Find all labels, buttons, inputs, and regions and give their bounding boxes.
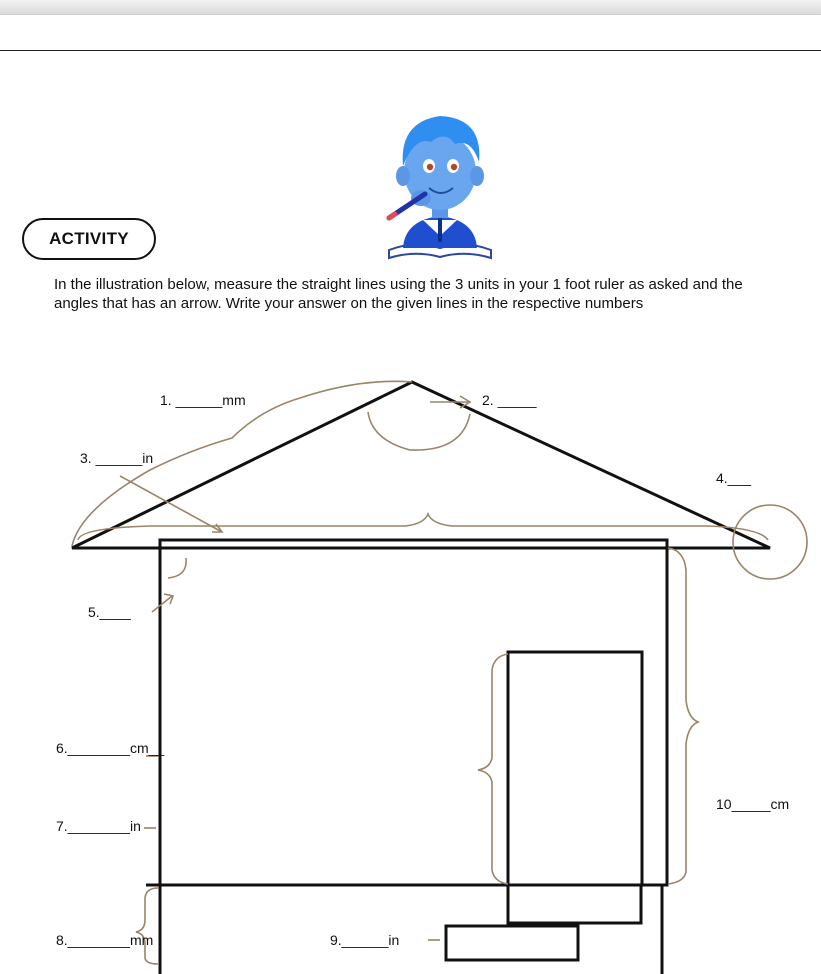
question-3[interactable]: 3. ______in — [80, 450, 154, 466]
instructions-text: In the illustration below, measure the straight lines using the 3 units in your 1 foot ruler as asked and the angles that has an arrow. Write your answer on the given lines in the respective numbers — [54, 276, 743, 312]
brace-roof-base — [78, 514, 768, 540]
step-upper — [508, 885, 641, 923]
house-worksheet — [0, 360, 821, 974]
apex-angle-arc — [368, 412, 470, 450]
question-2[interactable]: 2. _____ — [482, 392, 537, 408]
header-rule — [0, 50, 821, 51]
question-8[interactable]: 8.________mm — [56, 932, 154, 948]
corner-angle-circle — [733, 505, 807, 579]
house-body — [160, 540, 667, 885]
question-1[interactable]: 1. ______mm — [160, 392, 246, 408]
question-7[interactable]: 7.________in — [56, 818, 141, 834]
activity-badge: ACTIVITY — [22, 218, 156, 260]
question-6[interactable]: 6.________cm__ — [56, 740, 165, 756]
top-bar — [0, 0, 821, 15]
brace-door — [478, 654, 508, 884]
brace-stilt — [136, 888, 158, 964]
question-9[interactable]: 9.______in — [330, 932, 400, 948]
door — [508, 652, 642, 885]
question-4[interactable]: 4.___ — [716, 470, 752, 486]
question-10[interactable]: 10_____cm — [716, 796, 790, 812]
boy-illustration — [385, 108, 495, 260]
step-lower — [446, 926, 578, 960]
question-5[interactable]: 5.____ — [88, 604, 131, 620]
brace-right-wall — [668, 548, 698, 884]
